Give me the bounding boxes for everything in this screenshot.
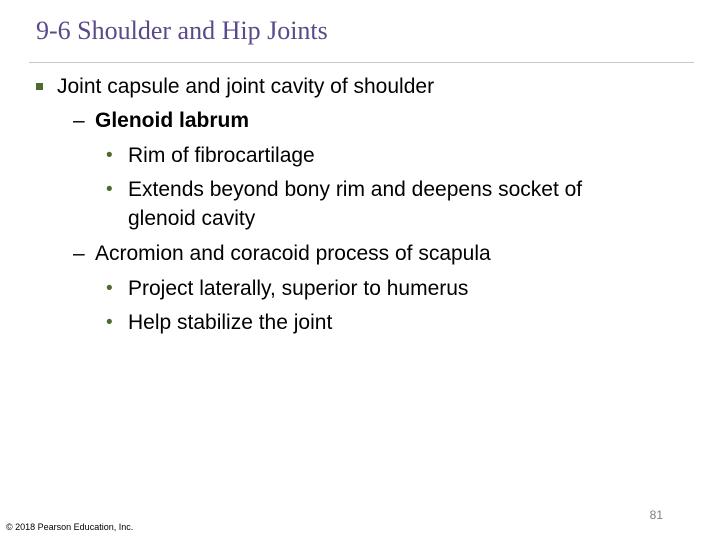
dash-marker: – — [73, 109, 85, 132]
bullet-dot-icon: • — [106, 179, 113, 200]
slide-title: 9-6 Shoulder and Hip Joints — [36, 16, 328, 45]
square-bullet-icon — [36, 83, 43, 90]
bullet-text: Rim of fibrocartilage — [128, 144, 315, 167]
bullet-text: Extends beyond bony rim and deepens socket of — [128, 178, 583, 201]
bullet-text-continuation: glenoid cavity — [128, 207, 256, 230]
item-heading-acromion: Acromion and coracoid process of scapula — [95, 242, 491, 265]
bullet-dot-icon: • — [106, 278, 113, 299]
bullet-text: Help stabilize the joint — [128, 311, 333, 334]
bullet-text: Project laterally, superior to humerus — [128, 277, 469, 300]
level1-text: Joint capsule and joint cavity of shoulder — [57, 75, 435, 98]
dash-marker: – — [73, 242, 85, 265]
bullet-dot-icon: • — [106, 312, 113, 333]
bullet-dot-icon: • — [106, 145, 113, 166]
page-number: 81 — [649, 508, 663, 522]
item-heading-glenoid-labrum: Glenoid labrum — [95, 109, 250, 132]
title-divider — [29, 62, 694, 63]
copyright-notice: © 2018 Pearson Education, Inc. — [6, 522, 134, 532]
